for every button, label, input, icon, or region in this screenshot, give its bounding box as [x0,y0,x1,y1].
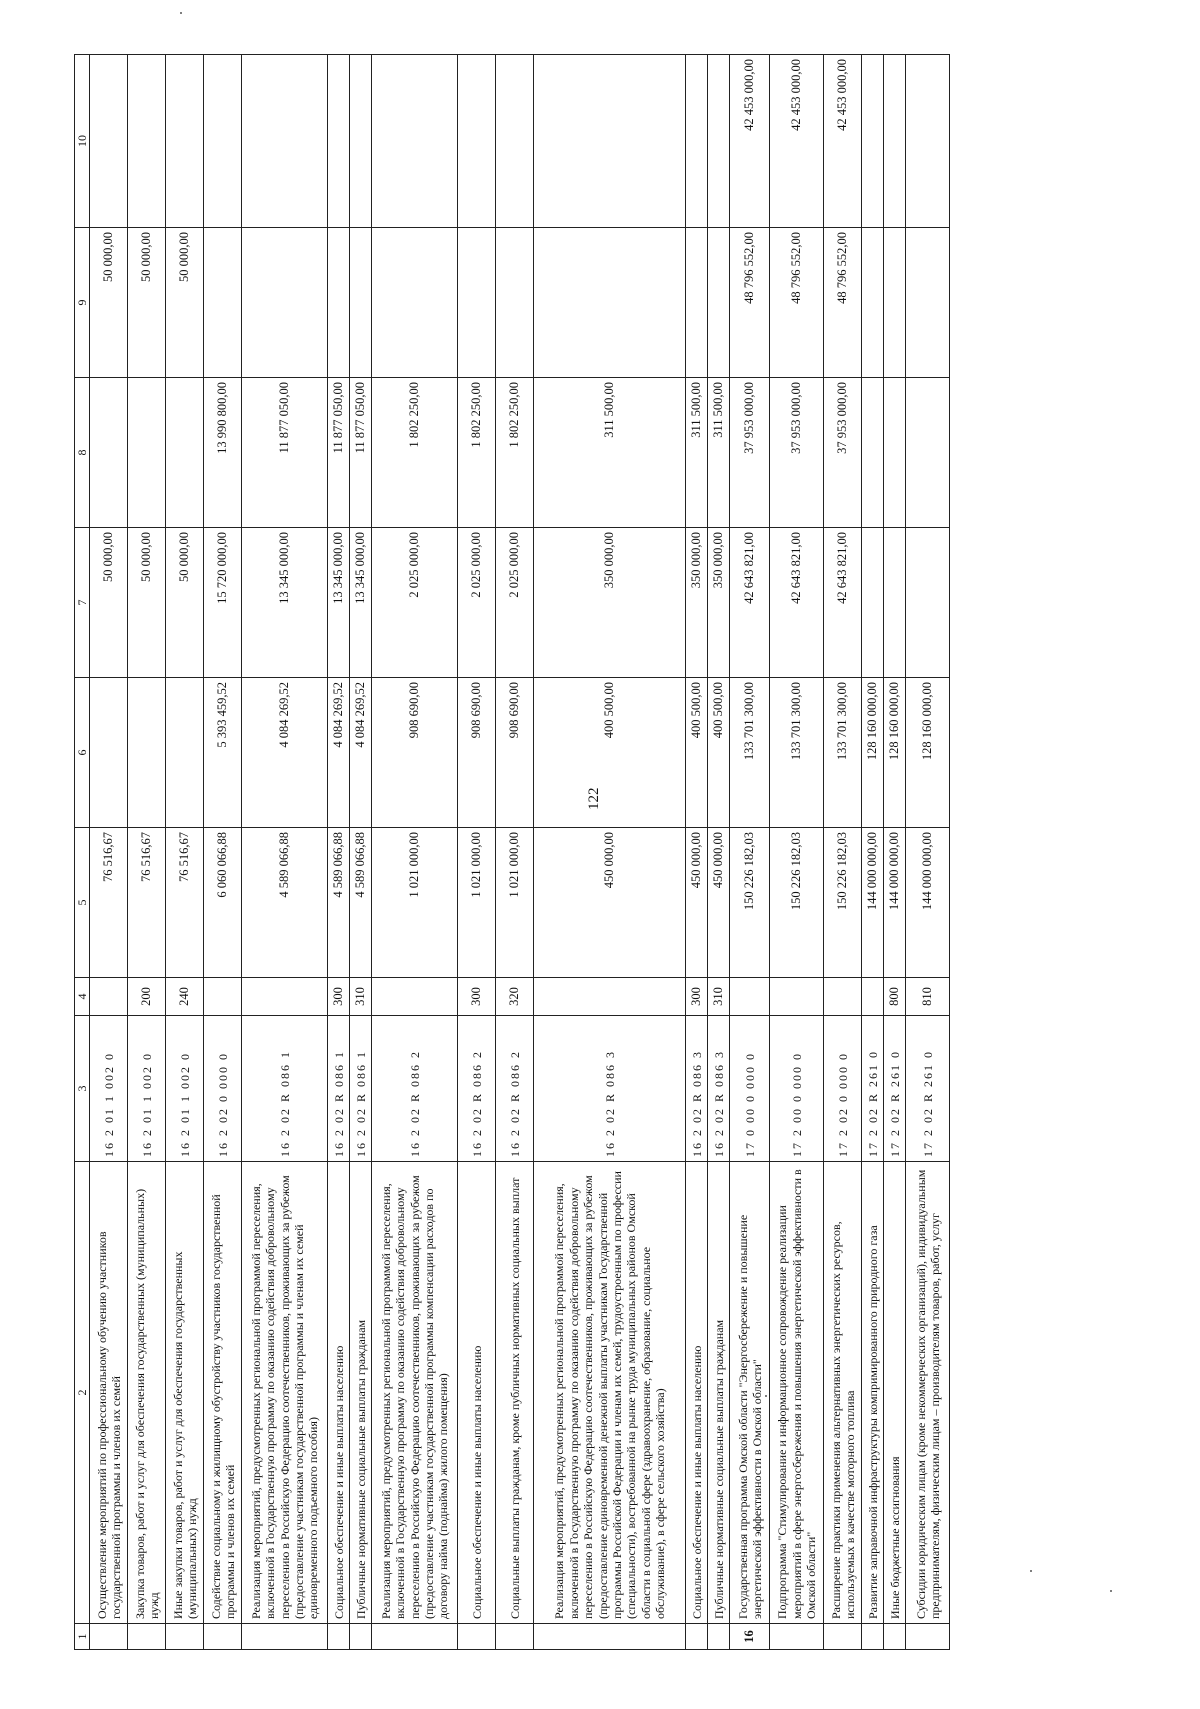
header-cell: 9 [75,228,90,378]
row-index-cell [372,1624,458,1650]
row-index-cell [534,1624,686,1650]
row-code-cell: 16 2 02 R 086 2 [496,1016,534,1162]
row-index-cell [204,1624,242,1650]
row-code-cell: 17 2 02 R 261 0 [906,1016,950,1162]
row-value-cell [686,228,708,378]
row-name-cell: Субсидии юридическим лицам (кроме некоммерческих организаций), индивидуальным предпринимателям, физическим лицам – производителям товаров, работ, услуг [906,1162,950,1624]
row-value-cell: 48 796 552,00 [770,228,824,378]
table-row [686,55,708,1650]
table-row [350,55,372,1650]
row-value-cell: 311 500,00 [534,378,686,528]
row-value-cell [496,228,534,378]
row-value-cell: 42 643 821,00 [730,528,770,678]
row-index-cell [350,1624,372,1650]
row-name-cell: Расширение практики применения альтернативных энергетических ресурсов, используемых в качестве моторного топлива [824,1162,862,1624]
row-value-cell: 42 453 000,00 [730,55,770,228]
row-value-cell: 4 589 066,88 [242,828,328,978]
row-value-cell [708,228,730,378]
row-value-cell [884,228,906,378]
scan-speck [1030,1570,1032,1572]
row-value-cell [496,55,534,228]
row-index-cell [884,1624,906,1650]
row-value-cell [458,55,496,228]
row-name-cell: Публичные нормативные социальные выплаты гражданам [708,1162,730,1624]
row-value-cell [884,55,906,228]
row-value-cell: 1 802 250,00 [458,378,496,528]
row-value-cell [458,228,496,378]
row-value-cell [90,55,128,228]
row-name-cell: Социальное обеспечение и иные выплаты населению [458,1162,496,1624]
row-value-cell: 76 516,67 [166,828,204,978]
scan-speck [765,1395,767,1397]
row-value-cell [534,55,686,228]
row-name-cell: Государственная программа Омской области "Энергосбережение и повышение энергетической эффективности в Омской области" [730,1162,770,1624]
row-value-cell [708,55,730,228]
row-code-cell: 16 2 02 R 086 2 [372,1016,458,1162]
budget-table-sheet [74,55,1104,1650]
row-value-cell: 5 393 459,52 [204,678,242,828]
row-value-cell: 150 226 182,03 [824,828,862,978]
row-expense-type-cell: 320 [496,978,534,1016]
table-row [862,55,884,1650]
row-code-cell: 17 2 00 0 000 0 [770,1016,824,1162]
row-name-cell: Социальные выплаты гражданам, кроме публичных нормативных социальных выплат [496,1162,534,1624]
row-value-cell: 50 000,00 [128,528,166,678]
row-name-cell: Социальное обеспечение и иные выплаты населению [328,1162,350,1624]
row-value-cell [862,528,884,678]
header-cell: 3 [75,1016,90,1162]
row-value-cell [328,55,350,228]
row-value-cell: 11 877 050,00 [350,378,372,528]
row-value-cell [906,55,950,228]
row-value-cell: 1 021 000,00 [496,828,534,978]
row-value-cell [862,55,884,228]
row-index-cell [708,1624,730,1650]
row-value-cell: 128 160 000,00 [884,678,906,828]
row-name-cell: Реализация мероприятий, предусмотренных региональной программой переселения, включенной в Государственную программу по оказанию содействия добровольному переселению в Российскую Федерацию соотечественников, проживающих за рубежом (предоставление участникам государственной программы и членам их семей единовременного подъемного пособия) [242,1162,328,1624]
row-value-cell: 50 000,00 [166,228,204,378]
row-index-cell: 16 [730,1624,770,1650]
scan-speck [1110,1590,1112,1592]
row-value-cell: 1 021 000,00 [372,828,458,978]
header-cell: 2 [75,1162,90,1624]
row-index-cell [686,1624,708,1650]
row-index-cell [328,1624,350,1650]
row-expense-type-cell [862,978,884,1016]
scan-speck [180,12,182,14]
row-value-cell: 450 000,00 [534,828,686,978]
row-value-cell: 37 953 000,00 [824,378,862,528]
row-code-cell: 17 2 02 R 261 0 [884,1016,906,1162]
row-value-cell: 37 953 000,00 [770,378,824,528]
row-value-cell [906,228,950,378]
row-value-cell: 144 000 000,00 [862,828,884,978]
row-value-cell: 13 345 000,00 [242,528,328,678]
table-row [458,55,496,1650]
row-value-cell: 4 084 269,52 [242,678,328,828]
row-value-cell: 2 025 000,00 [458,528,496,678]
row-expense-type-cell [824,978,862,1016]
row-value-cell: 15 720 000,00 [204,528,242,678]
header-cell: 1 [75,1624,90,1650]
header-row [75,55,90,1650]
row-expense-type-cell [90,978,128,1016]
row-value-cell [204,55,242,228]
row-value-cell [166,678,204,828]
row-index-cell [496,1624,534,1650]
table-row [372,55,458,1650]
row-name-cell: Реализация мероприятий, предусмотренных региональной программой переселения, включенной в Государственную программу по оказанию содействия добровольному переселению в Российскую Федерацию соотечественников, проживающих за рубежом (предоставление единовременной денежной выплаты участникам Государственной программы Российской Федерации и членам их семей, трудоустроенным по профессии (специальности), востребованной на рынке труда муниципальных районов Омской области в социальной сфере (здравоохранение, образование, социальное обслуживание), в сфере сельского хозяйства) [534,1162,686,1624]
row-name-cell: Подпрограмма "Стимулирование и информационное сопровождение реализации мероприятий в сфере энергосбережения и повышения энергетической эффективности в Омской области" [770,1162,824,1624]
row-value-cell [328,228,350,378]
row-expense-type-cell [730,978,770,1016]
row-code-cell: 17 0 00 0 000 0 [730,1016,770,1162]
row-value-cell: 2 025 000,00 [496,528,534,678]
row-value-cell: 400 500,00 [686,678,708,828]
table-row [242,55,328,1650]
row-value-cell: 133 701 300,00 [770,678,824,828]
row-value-cell [166,378,204,528]
row-expense-type-cell: 310 [350,978,372,1016]
row-name-cell: Развитие заправочной инфраструктуры компримированного природного газа [862,1162,884,1624]
row-value-cell: 76 516,67 [128,828,166,978]
row-value-cell: 350 000,00 [534,528,686,678]
row-expense-type-cell: 810 [906,978,950,1016]
row-name-cell: Осуществление мероприятий по профессиональному обучению участников государственной программы и членов их семей [90,1162,128,1624]
row-value-cell: 400 500,00 [708,678,730,828]
row-value-cell: 150 226 182,03 [770,828,824,978]
row-value-cell: 48 796 552,00 [824,228,862,378]
row-value-cell: 311 500,00 [708,378,730,528]
row-expense-type-cell [372,978,458,1016]
row-value-cell: 350 000,00 [686,528,708,678]
row-name-cell: Социальное обеспечение и иные выплаты населению [686,1162,708,1624]
row-code-cell: 17 2 02 R 261 0 [862,1016,884,1162]
table-row [534,55,686,1650]
row-code-cell: 16 2 02 R 086 1 [242,1016,328,1162]
page-number: 122 [586,787,602,810]
row-code-cell: 16 2 01 1 002 0 [166,1016,204,1162]
row-index-cell [242,1624,328,1650]
row-value-cell: 42 643 821,00 [770,528,824,678]
row-value-cell [372,228,458,378]
row-value-cell [90,378,128,528]
table-row [204,55,242,1650]
row-value-cell: 4 589 066,88 [350,828,372,978]
row-name-cell: Реализация мероприятий, предусмотренных региональной программой переселения, включенной в Государственную программу по оказанию содействия добровольному переселению в Российскую Федерацию соотечественников, проживающих за рубежом (предоставление участникам государственной программы компенсации расходов по договору найма (поднайма) жилого помещения) [372,1162,458,1624]
row-value-cell: 42 643 821,00 [824,528,862,678]
row-name-cell: Содействие социальному и жилищному обустройству участников государственной программы и членов их семей [204,1162,242,1624]
row-value-cell [372,55,458,228]
row-value-cell [128,378,166,528]
row-value-cell: 11 877 050,00 [328,378,350,528]
row-value-cell: 4 084 269,52 [328,678,350,828]
header-cell: 7 [75,528,90,678]
row-value-cell: 37 953 000,00 [730,378,770,528]
row-value-cell: 908 690,00 [372,678,458,828]
header-cell: 10 [75,55,90,228]
row-index-cell [458,1624,496,1650]
row-value-cell: 1 802 250,00 [372,378,458,528]
row-value-cell [90,678,128,828]
row-value-cell [906,528,950,678]
row-value-cell: 50 000,00 [90,228,128,378]
row-value-cell: 76 516,67 [90,828,128,978]
row-value-cell: 128 160 000,00 [906,678,950,828]
row-value-cell [906,378,950,528]
row-value-cell: 50 000,00 [90,528,128,678]
header-cell: 6 [75,678,90,828]
row-value-cell: 11 877 050,00 [242,378,328,528]
header-cell: 5 [75,828,90,978]
row-code-cell: 16 2 02 R 086 2 [458,1016,496,1162]
row-value-cell [242,228,328,378]
row-value-cell [128,55,166,228]
row-expense-type-cell: 240 [166,978,204,1016]
row-value-cell [862,378,884,528]
table-row [166,55,204,1650]
row-value-cell: 150 226 182,03 [730,828,770,978]
row-expense-type-cell: 200 [128,978,166,1016]
row-code-cell: 17 2 02 0 000 0 [824,1016,862,1162]
row-value-cell: 450 000,00 [708,828,730,978]
header-cell: 4 [75,978,90,1016]
row-value-cell: 48 796 552,00 [730,228,770,378]
row-value-cell [686,55,708,228]
table-row [906,55,950,1650]
table-row [824,55,862,1650]
row-value-cell [350,228,372,378]
row-name-cell: Иные бюджетные ассигнования [884,1162,906,1624]
row-value-cell: 133 701 300,00 [824,678,862,828]
row-expense-type-cell [770,978,824,1016]
row-value-cell: 128 160 000,00 [862,678,884,828]
row-index-cell [906,1624,950,1650]
row-value-cell: 42 453 000,00 [770,55,824,228]
row-value-cell: 13 345 000,00 [350,528,372,678]
row-value-cell: 50 000,00 [166,528,204,678]
table-row [128,55,166,1650]
row-index-cell [166,1624,204,1650]
row-value-cell: 13 990 800,00 [204,378,242,528]
row-value-cell [166,55,204,228]
row-code-cell: 16 2 02 R 086 3 [686,1016,708,1162]
table-row [708,55,730,1650]
row-code-cell: 16 2 02 R 086 1 [350,1016,372,1162]
row-code-cell: 16 2 02 R 086 1 [328,1016,350,1162]
row-expense-type-cell: 800 [884,978,906,1016]
row-value-cell: 4 589 066,88 [328,828,350,978]
row-code-cell: 16 2 01 1 002 0 [128,1016,166,1162]
row-value-cell: 42 453 000,00 [824,55,862,228]
row-name-cell: Закупка товаров, работ и услуг для обеспечения государственных (муниципальных) нужд [128,1162,166,1624]
row-code-cell: 16 2 02 R 086 3 [534,1016,686,1162]
budget-table [74,54,950,1650]
row-value-cell: 450 000,00 [686,828,708,978]
row-value-cell: 13 345 000,00 [328,528,350,678]
row-value-cell [204,228,242,378]
row-value-cell [350,55,372,228]
row-index-cell [90,1624,128,1650]
row-index-cell [128,1624,166,1650]
row-expense-type-cell [534,978,686,1016]
table-row [496,55,534,1650]
row-code-cell: 16 2 01 1 002 0 [90,1016,128,1162]
row-value-cell: 400 500,00 [534,678,686,828]
row-value-cell [884,378,906,528]
row-value-cell: 6 060 066,88 [204,828,242,978]
row-index-cell [824,1624,862,1650]
row-value-cell: 350 000,00 [708,528,730,678]
table-row [770,55,824,1650]
row-value-cell: 1 802 250,00 [496,378,534,528]
row-index-cell [862,1624,884,1650]
header-cell: 8 [75,378,90,528]
row-code-cell: 16 2 02 R 086 3 [708,1016,730,1162]
row-value-cell: 2 025 000,00 [372,528,458,678]
table-row [730,55,770,1650]
table-row [328,55,350,1650]
row-expense-type-cell: 300 [328,978,350,1016]
row-expense-type-cell: 300 [458,978,496,1016]
row-code-cell: 16 2 02 0 000 0 [204,1016,242,1162]
row-value-cell: 144 000 000,00 [884,828,906,978]
row-expense-type-cell [204,978,242,1016]
row-value-cell [862,228,884,378]
row-value-cell: 4 084 269,52 [350,678,372,828]
row-value-cell: 50 000,00 [128,228,166,378]
row-value-cell: 133 701 300,00 [730,678,770,828]
table-row [884,55,906,1650]
row-value-cell [884,528,906,678]
row-value-cell [534,228,686,378]
row-value-cell: 144 000 000,00 [906,828,950,978]
row-value-cell: 908 690,00 [458,678,496,828]
table-row [90,55,128,1650]
row-expense-type-cell [242,978,328,1016]
row-expense-type-cell: 300 [686,978,708,1016]
row-value-cell: 908 690,00 [496,678,534,828]
row-expense-type-cell: 310 [708,978,730,1016]
row-value-cell: 1 021 000,00 [458,828,496,978]
row-name-cell: Иные закупки товаров, работ и услуг для обеспечения государственных (муниципальных) нужд [166,1162,204,1624]
row-value-cell: 311 500,00 [686,378,708,528]
row-name-cell: Публичные нормативные социальные выплаты гражданам [350,1162,372,1624]
row-value-cell [128,678,166,828]
row-index-cell [770,1624,824,1650]
row-value-cell [242,55,328,228]
